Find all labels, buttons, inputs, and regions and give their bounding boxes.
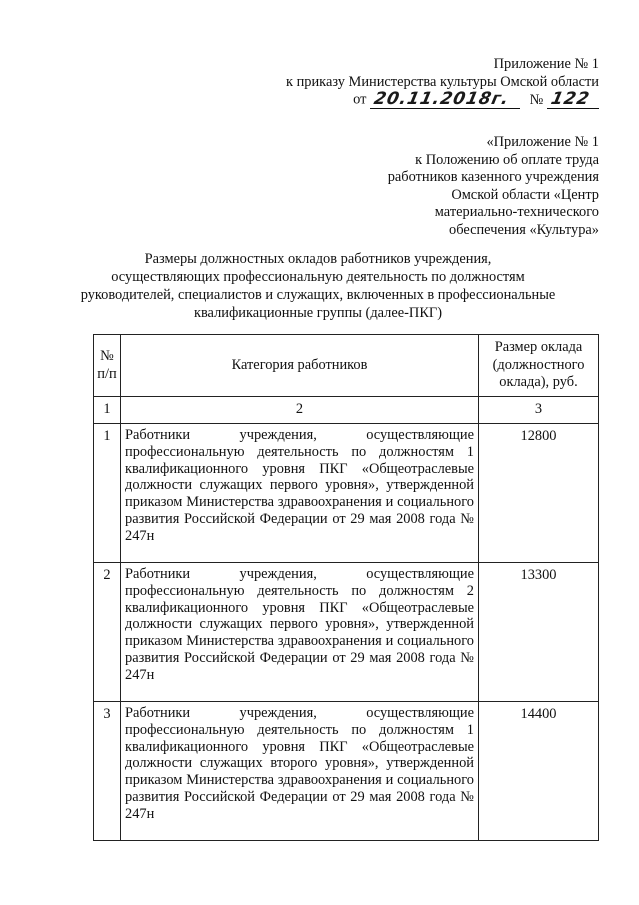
row-category: Работники учреждения, осуществляющие профессиональную деятельность по должностям 1 квалификационного уровня ПКГ «Общеотраслевые должности служащих второго уровня», утвержденной приказом Министерства здравоохранения и социального развития Российской Федерации от 29 мая 2008 года № 247н bbox=[121, 702, 479, 841]
table-row bbox=[94, 563, 599, 702]
title-line: руководителей, специалистов и служащих, включенных в профессиональные bbox=[80, 287, 556, 303]
row-category: Работники учреждения, осуществляющие профессиональную деятельность по должностям 1 квалификационного уровня ПКГ «Общеотраслевые должности служащих первого уровня», утвержденной приказом Министерства здравоохранения и социального развития Российской Федерации от 29 мая 2008 года № 247н bbox=[121, 424, 479, 563]
document-title bbox=[40, 250, 596, 322]
handwritten-number: 122 bbox=[549, 88, 592, 109]
table-row bbox=[94, 424, 599, 563]
column-number: 1 bbox=[94, 397, 121, 424]
title-line: осуществляющих профессиональную деятельность по должностям bbox=[111, 269, 525, 285]
appendix-line: к Положению об оплате труда bbox=[415, 151, 599, 168]
appendix-line: материально-технического bbox=[434, 204, 599, 221]
row-category: Работники учреждения, осуществляющие профессиональную деятельность по должностям 2 квалификационного уровня ПКГ «Общеотраслевые должности служащих первого уровня», утвержденной приказом Министерства здравоохранения и социального развития Российской Федерации от 29 мая 2008 года № 247н bbox=[121, 563, 479, 702]
header-number: № п/п bbox=[94, 335, 121, 397]
from-label: от bbox=[353, 91, 367, 108]
appendix-line: «Приложение № 1 bbox=[486, 134, 599, 150]
order-issuer: к приказу Министерства культуры Омской области bbox=[286, 73, 599, 90]
header-category: Категория работников bbox=[121, 335, 479, 397]
order-reference-block bbox=[286, 56, 599, 109]
row-salary: 14400 bbox=[479, 702, 599, 841]
appendix-line: Омской области «Центр bbox=[451, 186, 599, 203]
appendix-reference-block bbox=[388, 134, 599, 240]
appendix-line: работников казенного учреждения bbox=[387, 169, 599, 186]
handwritten-date: 20.11.2018г. bbox=[372, 88, 512, 109]
column-number: 2 bbox=[121, 397, 479, 424]
order-date-number-line bbox=[286, 88, 599, 109]
title-line: Размеры должностных окладов работников учреждения, bbox=[144, 251, 492, 267]
appendix-number: Приложение № 1 bbox=[493, 56, 599, 72]
salary-table bbox=[93, 334, 599, 841]
header-salary: Размер оклада (должностного оклада), руб. bbox=[479, 335, 599, 397]
row-salary: 13300 bbox=[479, 563, 599, 702]
appendix-line: обеспечения «Культура» bbox=[449, 221, 599, 238]
column-number: 3 bbox=[479, 397, 599, 424]
number-field bbox=[547, 88, 599, 109]
date-field bbox=[370, 88, 520, 109]
row-number: 1 bbox=[94, 424, 121, 563]
table-row bbox=[94, 702, 599, 841]
row-number: 3 bbox=[94, 702, 121, 841]
title-line: квалификационные группы (далее-ПКГ) bbox=[193, 305, 443, 321]
column-numbers-row bbox=[94, 397, 599, 424]
table-header-row bbox=[94, 335, 599, 397]
row-number: 2 bbox=[94, 563, 121, 702]
number-label: № bbox=[529, 91, 544, 108]
row-salary: 12800 bbox=[479, 424, 599, 563]
